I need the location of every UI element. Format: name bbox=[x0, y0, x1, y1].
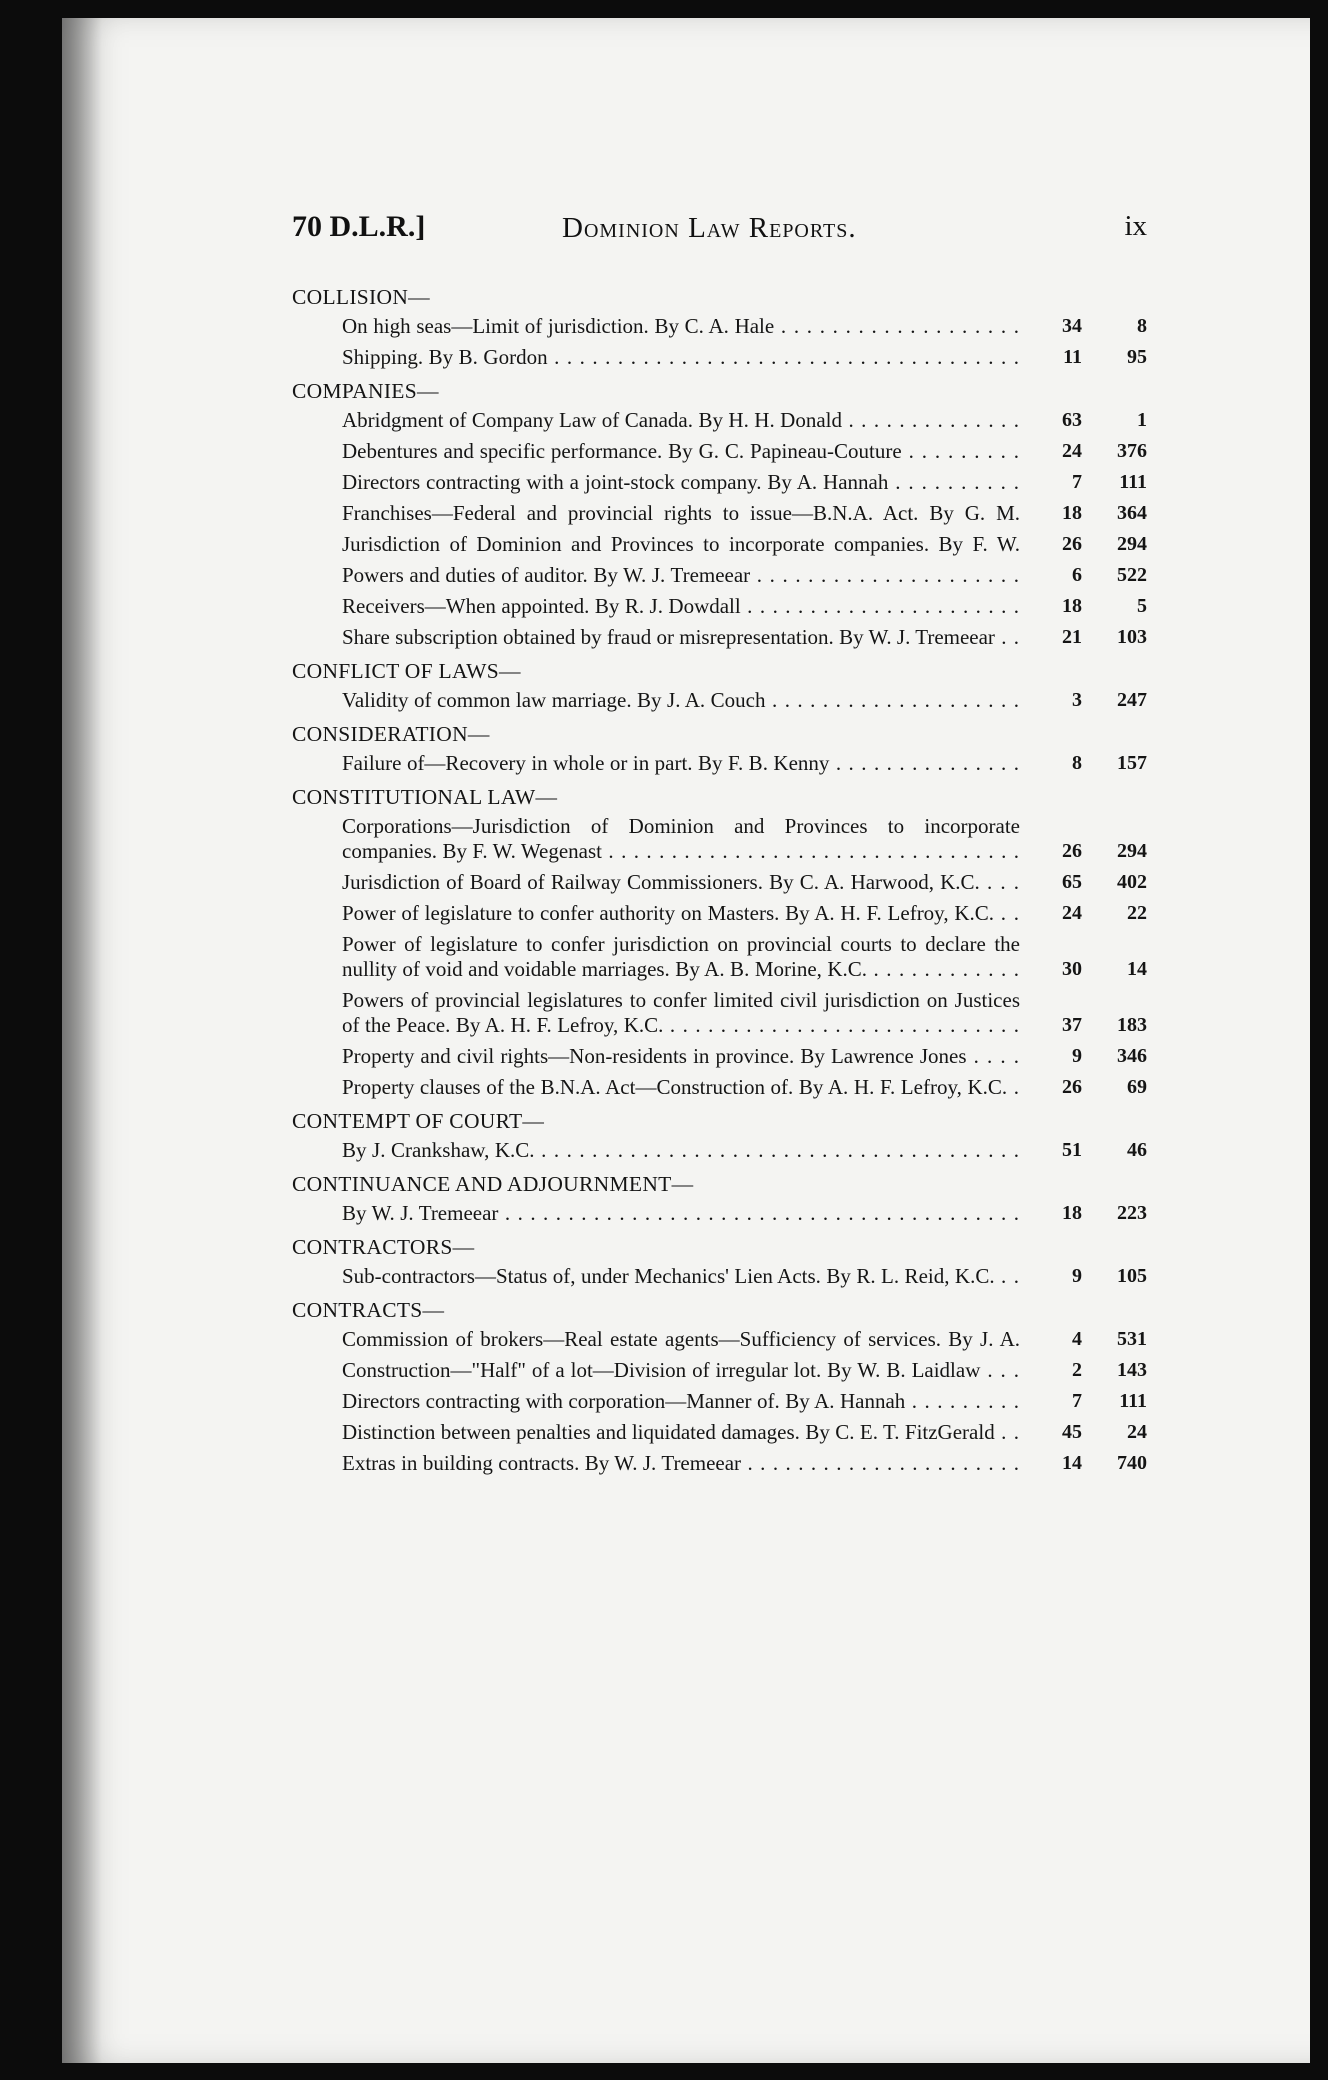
entry-page: 69 bbox=[1127, 1076, 1147, 1098]
entry-text-wrap bbox=[292, 1358, 1020, 1383]
entry-title: By J. Crankshaw, K.C. . . . bbox=[292, 1138, 1020, 1163]
index-entry bbox=[292, 901, 1147, 926]
entry-text-wrap bbox=[292, 870, 1020, 895]
entry-volume: 8 bbox=[1072, 752, 1082, 774]
entry-volume: 6 bbox=[1072, 564, 1082, 586]
entry-title: Validity of common law marriage. By J. A. Couch . . . bbox=[292, 688, 1020, 713]
entry-volume: 34 bbox=[1062, 315, 1082, 337]
index-entry bbox=[292, 625, 1147, 650]
entry-title: Share subscription obtained by fraud or misrepresentation. By W. J. Tremeear . . . bbox=[292, 625, 1020, 650]
entry-title: Corporations—Jurisdiction of Dominion and Provinces to incorporate companies. By F. W. Wegenast . . . bbox=[292, 814, 1020, 864]
index-entry bbox=[292, 1075, 1147, 1100]
section-heading: COMPANIES— bbox=[292, 379, 439, 403]
entry-title: Receivers—When appointed. By R. J. Dowdall . . . bbox=[292, 594, 1020, 619]
entry-volume: 45 bbox=[1062, 1421, 1082, 1443]
index-section bbox=[292, 1232, 1147, 1289]
index-section bbox=[292, 656, 1147, 713]
entry-text-wrap bbox=[292, 470, 1020, 495]
entry-volume: 26 bbox=[1062, 533, 1082, 555]
entry-title: Powers and duties of auditor. By W. J. Tremeear . . . bbox=[292, 563, 1020, 588]
entry-text-wrap bbox=[292, 314, 1020, 339]
entry-text-wrap bbox=[292, 1389, 1020, 1414]
entry-volume: 24 bbox=[1062, 440, 1082, 462]
entry-page: 364 bbox=[1117, 502, 1147, 524]
entry-volume: 51 bbox=[1062, 1139, 1082, 1161]
section-heading: CONFLICT OF LAWS— bbox=[292, 659, 521, 683]
entry-title: Abridgment of Company Law of Canada. By H. H. Donald . . . bbox=[292, 408, 1020, 433]
entry-text-wrap bbox=[292, 1044, 1020, 1069]
document-page bbox=[62, 18, 1310, 2063]
index-section bbox=[292, 782, 1147, 1100]
entry-text-wrap bbox=[292, 814, 1020, 864]
entry-volume: 18 bbox=[1062, 1202, 1082, 1224]
entry-title: By W. J. Tremeear . . . bbox=[292, 1201, 1020, 1226]
index-entry bbox=[292, 532, 1147, 557]
index-entry bbox=[292, 751, 1147, 776]
entry-text-wrap bbox=[292, 1138, 1020, 1163]
entry-page: 346 bbox=[1117, 1045, 1147, 1067]
section-heading: COLLISION— bbox=[292, 285, 430, 309]
publication-title: Dominion Law Reports. bbox=[562, 212, 857, 244]
index-entry bbox=[292, 563, 1147, 588]
entry-volume: 63 bbox=[1062, 409, 1082, 431]
index-section bbox=[292, 376, 1147, 650]
entry-title: Property and civil rights—Non-residents in province. By Lawrence Jones . . . bbox=[292, 1044, 1020, 1069]
entry-text-wrap bbox=[292, 988, 1020, 1038]
section-heading: CONSIDERATION— bbox=[292, 722, 490, 746]
entry-page: 294 bbox=[1117, 840, 1147, 862]
entry-volume: 4 bbox=[1072, 1328, 1082, 1350]
entry-page: 5 bbox=[1137, 595, 1147, 617]
entry-text-wrap bbox=[292, 1201, 1020, 1226]
index-entry bbox=[292, 1044, 1147, 1069]
entry-volume: 9 bbox=[1072, 1045, 1082, 1067]
entry-page: 294 bbox=[1117, 533, 1147, 555]
index-entry bbox=[292, 1451, 1147, 1476]
entry-volume: 2 bbox=[1072, 1359, 1082, 1381]
entry-volume: 26 bbox=[1062, 840, 1082, 862]
entry-title: Jurisdiction of Dominion and Provinces to incorporate companies. By F. W. . . . bbox=[292, 532, 1020, 557]
entry-page: 223 bbox=[1117, 1202, 1147, 1224]
entry-text-wrap bbox=[292, 1451, 1020, 1476]
entry-page: 14 bbox=[1127, 958, 1147, 980]
entry-title: Shipping. By B. Gordon . . . bbox=[292, 345, 1020, 370]
entry-volume: 7 bbox=[1072, 1390, 1082, 1412]
index-section bbox=[292, 1295, 1147, 1476]
index-entry bbox=[292, 501, 1147, 526]
entry-page: 22 bbox=[1127, 902, 1147, 924]
section-heading: CONTINUANCE AND ADJOURNMENT— bbox=[292, 1172, 694, 1196]
entry-text-wrap bbox=[292, 408, 1020, 433]
entry-page: 24 bbox=[1127, 1421, 1147, 1443]
entry-title: Property clauses of the B.N.A. Act—Construction of. By A. H. F. Lefroy, K.C. . . . bbox=[292, 1075, 1020, 1100]
entry-page: 111 bbox=[1119, 1390, 1147, 1412]
entry-volume: 14 bbox=[1062, 1452, 1082, 1474]
entry-title: Franchises—Federal and provincial rights to issue—B.N.A. Act. By G. M. . . . bbox=[292, 501, 1020, 526]
entry-page: 105 bbox=[1117, 1265, 1147, 1287]
index-entry bbox=[292, 1389, 1147, 1414]
entry-text-wrap bbox=[292, 345, 1020, 370]
entry-title: Powers of provincial legislatures to confer limited civil jurisdiction on Justices of the Peace. By A. H. F. Lefroy, K.C. . . . bbox=[292, 988, 1020, 1038]
index-entry bbox=[292, 1138, 1147, 1163]
entry-title: Power of legislature to confer jurisdiction on provincial courts to declare the nullity of void and voidable marriages. By A. B. Morine, K.C. . . . bbox=[292, 932, 1020, 982]
entry-page: 111 bbox=[1119, 471, 1147, 493]
index-entry bbox=[292, 1264, 1147, 1289]
entry-page: 1 bbox=[1137, 409, 1147, 431]
entry-text-wrap bbox=[292, 1420, 1020, 1445]
index-entry bbox=[292, 314, 1147, 339]
entry-text-wrap bbox=[292, 439, 1020, 464]
entry-text-wrap bbox=[292, 501, 1020, 526]
entry-title: On high seas—Limit of jurisdiction. By C. A. Hale . . . bbox=[292, 314, 1020, 339]
section-heading: CONSTITUTIONAL LAW— bbox=[292, 785, 558, 809]
entry-text-wrap bbox=[292, 625, 1020, 650]
section-heading: CONTRACTORS— bbox=[292, 1235, 475, 1259]
entry-volume: 18 bbox=[1062, 502, 1082, 524]
section-heading: CONTRACTS— bbox=[292, 1298, 445, 1322]
entry-title: Debentures and specific performance. By G. C. Papineau-Couture . . . bbox=[292, 439, 1020, 464]
entry-title: Construction—"Half" of a lot—Division of irregular lot. By W. B. Laidlaw . . . bbox=[292, 1358, 1020, 1383]
section-heading: CONTEMPT OF COURT— bbox=[292, 1109, 545, 1133]
index-entry bbox=[292, 1201, 1147, 1226]
entry-page: 95 bbox=[1127, 346, 1147, 368]
entry-text-wrap bbox=[292, 532, 1020, 557]
entry-volume: 24 bbox=[1062, 902, 1082, 924]
entry-title: Directors contracting with corporation—Manner of. By A. Hannah . . . bbox=[292, 1389, 1020, 1414]
entry-volume: 65 bbox=[1062, 871, 1082, 893]
entry-page: 183 bbox=[1117, 1014, 1147, 1036]
index-entry bbox=[292, 1358, 1147, 1383]
entry-title: Jurisdiction of Board of Railway Commissioners. By C. A. Harwood, K.C. . . . bbox=[292, 870, 1020, 895]
entry-page: 531 bbox=[1117, 1328, 1147, 1350]
index-entry bbox=[292, 870, 1147, 895]
entry-text-wrap bbox=[292, 1327, 1020, 1352]
entry-volume: 26 bbox=[1062, 1076, 1082, 1098]
entry-title: Power of legislature to confer authority on Masters. By A. H. F. Lefroy, K.C. . . . bbox=[292, 901, 1020, 926]
entry-text-wrap bbox=[292, 1075, 1020, 1100]
index-section bbox=[292, 1106, 1147, 1163]
index-entry bbox=[292, 688, 1147, 713]
index-entry bbox=[292, 988, 1147, 1038]
entry-page: 522 bbox=[1117, 564, 1147, 586]
entry-title: Directors contracting with a joint-stock company. By A. Hannah . . . bbox=[292, 470, 1020, 495]
entry-volume: 11 bbox=[1063, 346, 1082, 368]
entry-volume: 21 bbox=[1062, 626, 1082, 648]
entry-text-wrap bbox=[292, 751, 1020, 776]
entry-page: 376 bbox=[1117, 440, 1147, 462]
entry-title: Distinction between penalties and liquidated damages. By C. E. T. FitzGerald . . . bbox=[292, 1420, 1020, 1445]
entry-page: 247 bbox=[1117, 689, 1147, 711]
page-number: ix bbox=[1124, 210, 1147, 242]
index-entry bbox=[292, 470, 1147, 495]
index-section bbox=[292, 719, 1147, 776]
index-entry bbox=[292, 1327, 1147, 1352]
index-entry bbox=[292, 408, 1147, 433]
entry-page: 157 bbox=[1117, 752, 1147, 774]
entry-page: 402 bbox=[1117, 871, 1147, 893]
entry-title: Sub-contractors—Status of, under Mechanics' Lien Acts. By R. L. Reid, K.C. . . . bbox=[292, 1264, 1020, 1289]
entry-page: 46 bbox=[1127, 1139, 1147, 1161]
index-entry bbox=[292, 439, 1147, 464]
entry-volume: 18 bbox=[1062, 595, 1082, 617]
entry-volume: 37 bbox=[1062, 1014, 1082, 1036]
running-header bbox=[292, 210, 1147, 250]
index-entry bbox=[292, 814, 1147, 864]
entry-page: 143 bbox=[1117, 1359, 1147, 1381]
index-entry bbox=[292, 1420, 1147, 1445]
entry-volume: 7 bbox=[1072, 471, 1082, 493]
entry-volume: 3 bbox=[1072, 689, 1082, 711]
entry-title: Failure of—Recovery in whole or in part. By F. B. Kenny . . . bbox=[292, 751, 1020, 776]
entry-text-wrap bbox=[292, 563, 1020, 588]
entry-volume: 30 bbox=[1062, 958, 1082, 980]
entry-volume: 9 bbox=[1072, 1265, 1082, 1287]
index-section bbox=[292, 282, 1147, 370]
index-entry bbox=[292, 345, 1147, 370]
entry-text-wrap bbox=[292, 1264, 1020, 1289]
entry-page: 740 bbox=[1117, 1452, 1147, 1474]
index-entry bbox=[292, 594, 1147, 619]
entry-text-wrap bbox=[292, 594, 1020, 619]
entry-text-wrap bbox=[292, 688, 1020, 713]
entry-text-wrap bbox=[292, 901, 1020, 926]
entry-title: Extras in building contracts. By W. J. Tremeear . . . bbox=[292, 1451, 1020, 1476]
index-section bbox=[292, 1169, 1147, 1226]
entry-page: 103 bbox=[1117, 626, 1147, 648]
entry-page: 8 bbox=[1137, 315, 1147, 337]
index-list bbox=[292, 282, 1147, 1482]
entry-title: Commission of brokers—Real estate agents—Sufficiency of services. By J. A. . . . bbox=[292, 1327, 1020, 1352]
volume-reference: 70 D.L.R.] bbox=[292, 210, 426, 243]
entry-text-wrap bbox=[292, 932, 1020, 982]
index-entry bbox=[292, 932, 1147, 982]
